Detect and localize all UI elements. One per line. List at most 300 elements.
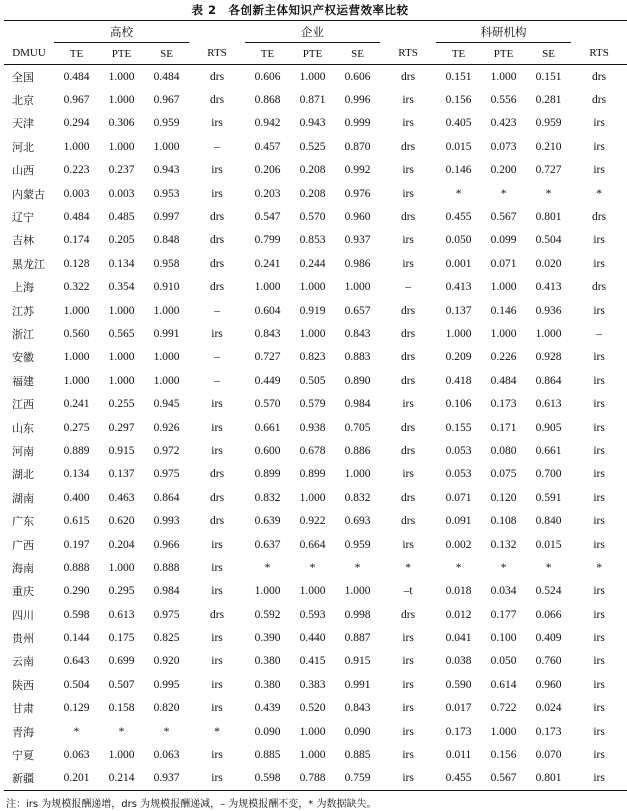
enterprise-te-cell: 0.241 [254, 257, 281, 270]
enterprise-pte-cell: 0.922 [299, 515, 326, 528]
university-te-cell: 0.643 [63, 655, 90, 668]
enterprise-se-cell: 0.883 [344, 351, 371, 364]
university-te-cell: 0.197 [63, 538, 90, 551]
university-te-cell: 0.400 [63, 491, 90, 504]
enterprise-se-cell: 0.705 [344, 421, 371, 434]
enterprise-rts-cell: irs [402, 234, 414, 247]
research-pte-cell: 0.614 [490, 678, 517, 691]
enterprise-se-cell: 0.937 [344, 234, 371, 247]
research-pte-cell: 0.567 [490, 211, 517, 224]
region-cell: 重庆 [12, 585, 34, 599]
enterprise-rts-cell: drs [401, 211, 416, 224]
enterprise-te-cell: 0.449 [254, 374, 281, 387]
region-cell: 云南 [12, 655, 34, 669]
university-se-cell: 0.484 [153, 70, 180, 83]
research-pte-cell: 1.000 [490, 327, 517, 340]
university-rts-cell: irs [211, 538, 223, 551]
enterprise-pte-cell: 0.525 [299, 140, 326, 153]
research-se-cell: 0.281 [535, 94, 562, 107]
research-pte-cell: 0.050 [490, 655, 517, 668]
university-pte-cell: 0.237 [108, 164, 135, 177]
enterprise-se-cell: 1.000 [344, 468, 371, 481]
column-header-rts: RTS [571, 43, 627, 65]
university-se-cell: 1.000 [153, 140, 180, 153]
enterprise-rts-cell: irs [402, 117, 414, 130]
university-rts-cell: drs [210, 94, 225, 107]
university-te-cell: 0.174 [63, 234, 90, 247]
enterprise-rts-cell: – [405, 281, 411, 294]
university-te-cell: 0.003 [63, 187, 90, 200]
university-te-cell: 0.134 [63, 468, 90, 481]
research-se-cell: 0.524 [535, 585, 562, 598]
university-te-cell: 0.889 [63, 444, 90, 457]
university-te-cell: 0.144 [63, 632, 90, 645]
table-row [4, 182, 627, 205]
research-rts-cell: irs [593, 585, 605, 598]
university-se-cell: 0.943 [153, 164, 180, 177]
region-cell: 湖南 [12, 491, 34, 505]
university-rts-cell: irs [211, 749, 223, 762]
region-cell: 广东 [12, 515, 34, 529]
university-pte-cell: 0.295 [108, 585, 135, 598]
university-te-cell: 0.967 [63, 94, 90, 107]
research-te-cell: 0.156 [445, 94, 472, 107]
column-header-dmu: DMUU [4, 43, 54, 65]
university-te-cell: 0.615 [63, 515, 90, 528]
enterprise-se-cell: 0.986 [344, 257, 371, 270]
group-header-research-institutes: 科研机构 [436, 21, 571, 43]
enterprise-se-cell: 0.984 [344, 398, 371, 411]
table-row [4, 533, 627, 556]
university-pte-cell: 0.003 [108, 187, 135, 200]
enterprise-se-cell: 0.991 [344, 678, 371, 691]
column-header-se: SE [335, 43, 380, 65]
research-rts-cell: * [596, 187, 602, 200]
enterprise-rts-cell: drs [401, 70, 416, 83]
research-rts-cell: irs [593, 164, 605, 177]
column-header-te: TE [245, 43, 290, 65]
table-row [4, 743, 627, 766]
table-row [4, 299, 627, 322]
research-rts-cell: irs [593, 725, 605, 738]
enterprise-se-cell: 0.959 [344, 538, 371, 551]
research-se-cell: 0.591 [535, 491, 562, 504]
enterprise-rts-cell: drs [401, 444, 416, 457]
research-se-cell: 0.960 [535, 678, 562, 691]
university-pte-cell: 0.354 [108, 281, 135, 294]
region-cell: 山东 [12, 421, 34, 435]
research-pte-cell: * [500, 561, 507, 574]
university-pte-cell: 0.306 [108, 117, 135, 130]
research-rts-cell: irs [593, 538, 605, 551]
university-pte-cell: 0.565 [108, 327, 135, 340]
university-se-cell: 0.910 [153, 281, 180, 294]
university-se-cell: 0.972 [153, 444, 180, 457]
research-te-cell: 0.173 [445, 725, 472, 738]
table-body [4, 65, 627, 791]
table-row [4, 416, 627, 439]
enterprise-rts-cell: drs [401, 140, 416, 153]
university-rts-cell: irs [211, 444, 223, 457]
research-rts-cell: irs [593, 655, 605, 668]
enterprise-te-cell: 0.457 [254, 140, 281, 153]
enterprise-te-cell: 0.604 [254, 304, 281, 317]
research-rts-cell: irs [593, 468, 605, 481]
research-pte-cell: 0.034 [490, 585, 517, 598]
research-te-cell: 0.413 [445, 281, 472, 294]
research-pte-cell: 0.423 [490, 117, 517, 130]
university-rts-cell: drs [210, 70, 225, 83]
university-rts-cell: irs [211, 585, 223, 598]
efficiency-table [4, 20, 627, 791]
university-pte-cell: 1.000 [108, 94, 135, 107]
research-se-cell: 0.936 [535, 304, 562, 317]
research-se-cell: 0.840 [535, 515, 562, 528]
research-se-cell: 0.015 [535, 538, 562, 551]
enterprise-te-cell: 0.606 [254, 70, 281, 83]
university-rts-cell: irs [211, 187, 223, 200]
research-te-cell: 0.106 [445, 398, 472, 411]
research-pte-cell: 1.000 [490, 725, 517, 738]
enterprise-pte-cell: 1.000 [299, 585, 326, 598]
university-se-cell: 1.000 [153, 351, 180, 364]
enterprise-rts-cell: irs [402, 257, 414, 270]
table-row [4, 205, 627, 228]
research-rts-cell: irs [593, 678, 605, 691]
table-row [4, 346, 627, 369]
enterprise-se-cell: 0.843 [344, 327, 371, 340]
group-header-gap [189, 21, 245, 43]
enterprise-rts-cell: * [405, 561, 411, 574]
enterprise-pte-cell: 0.505 [299, 374, 326, 387]
column-header-pte: PTE [99, 43, 144, 65]
enterprise-se-cell: 0.999 [344, 117, 371, 130]
university-te-cell: 0.201 [54, 767, 99, 791]
enterprise-pte-cell: 1.000 [299, 327, 326, 340]
group-header-universities: 高校 [54, 21, 189, 43]
research-se-cell: 0.864 [535, 374, 562, 387]
research-pte-cell: 0.156 [490, 749, 517, 762]
enterprise-pte-cell: 1.000 [299, 281, 326, 294]
research-te-cell: 0.053 [445, 468, 472, 481]
enterprise-te-cell: 0.899 [254, 468, 281, 481]
research-te-cell: 0.038 [445, 655, 472, 668]
enterprise-te-cell: 0.206 [254, 164, 281, 177]
research-se-cell: 0.066 [535, 608, 562, 621]
table-footnote: 注：irs 为规模报酬递增，drs 为规模报酬递减，– 为规模报酬不变，* 为数据缺失。 [6, 799, 377, 811]
university-pte-cell: 0.620 [108, 515, 135, 528]
enterprise-rts-cell: irs [402, 398, 414, 411]
research-te-cell: 0.590 [445, 678, 472, 691]
research-pte-cell: 0.071 [490, 257, 517, 270]
research-rts-cell: irs [593, 351, 605, 364]
research-se-cell: 0.801 [535, 211, 562, 224]
university-rts-cell: drs [210, 281, 225, 294]
university-se-cell: 0.966 [153, 538, 180, 551]
research-rts-cell: drs [592, 211, 607, 224]
table-row [4, 509, 627, 532]
university-pte-cell: 0.485 [108, 211, 135, 224]
university-te-cell: 1.000 [63, 304, 90, 317]
university-pte-cell: 0.214 [99, 767, 144, 791]
research-te-cell: 0.405 [445, 117, 472, 130]
enterprise-rts-cell: irs [402, 702, 414, 715]
enterprise-pte-cell: 0.208 [299, 187, 326, 200]
region-cell: 天津 [12, 117, 34, 131]
table-row [4, 276, 627, 299]
research-se-cell: 0.727 [535, 164, 562, 177]
university-te-cell: 0.290 [63, 585, 90, 598]
enterprise-pte-cell: 1.000 [299, 725, 326, 738]
enterprise-pte-cell: 0.208 [299, 164, 326, 177]
enterprise-te-cell: 0.868 [254, 94, 281, 107]
university-se-cell: 0.958 [153, 257, 180, 270]
enterprise-rts-cell: irs [402, 749, 414, 762]
enterprise-te-cell: * [264, 561, 271, 574]
enterprise-se-cell: 1.000 [344, 281, 371, 294]
research-pte-cell: 0.099 [490, 234, 517, 247]
region-cell: 江苏 [12, 304, 34, 318]
region-cell: 北京 [12, 94, 34, 108]
enterprise-rts-cell: irs [402, 468, 414, 481]
enterprise-se-cell: 0.832 [344, 491, 371, 504]
enterprise-te-cell: 0.843 [254, 327, 281, 340]
research-pte-cell: 0.722 [490, 702, 517, 715]
enterprise-rts-cell: drs [401, 608, 416, 621]
research-rts-cell: irs [593, 444, 605, 457]
university-rts-cell: irs [211, 164, 223, 177]
research-te-cell: 0.012 [445, 608, 472, 621]
research-te-cell: 0.011 [445, 749, 472, 762]
research-pte-cell: 0.100 [490, 632, 517, 645]
enterprise-se-cell: 0.885 [344, 749, 371, 762]
research-pte-cell: 0.132 [490, 538, 517, 551]
group-header-enterprises: 企业 [245, 21, 380, 43]
research-te-cell: 1.000 [445, 327, 472, 340]
research-pte-cell: 0.146 [490, 304, 517, 317]
research-te-cell: 0.050 [445, 234, 472, 247]
university-pte-cell: 0.137 [108, 468, 135, 481]
group-header-gap [571, 21, 627, 43]
enterprise-rts-cell: drs [401, 304, 416, 317]
region-cell: 湖北 [12, 468, 34, 482]
research-se-cell: 0.409 [535, 632, 562, 645]
research-te-cell: 0.209 [445, 351, 472, 364]
university-pte-cell: 0.134 [108, 257, 135, 270]
university-se-cell: 1.000 [153, 304, 180, 317]
research-rts-cell: irs [593, 374, 605, 387]
research-rts-cell: irs [593, 491, 605, 504]
research-se-cell: 0.928 [535, 351, 562, 364]
university-rts-cell: irs [211, 655, 223, 668]
enterprise-pte-cell: 0.853 [299, 234, 326, 247]
university-pte-cell: 1.000 [108, 374, 135, 387]
enterprise-te-cell: 0.799 [254, 234, 281, 247]
table-row [4, 486, 627, 509]
university-te-cell: * [73, 725, 80, 738]
research-rts-cell: irs [593, 515, 605, 528]
column-header-te: TE [436, 43, 481, 65]
column-header-rts: RTS [380, 43, 436, 65]
table-row [4, 603, 627, 626]
university-te-cell: 0.241 [63, 398, 90, 411]
university-se-cell: 0.063 [153, 749, 180, 762]
enterprise-te-cell: 1.000 [254, 585, 281, 598]
region-cell: 山西 [12, 164, 34, 178]
research-pte-cell: 0.171 [490, 421, 517, 434]
research-se-cell: 0.413 [535, 281, 562, 294]
enterprise-te-cell: 0.661 [254, 421, 281, 434]
table-row [4, 673, 627, 696]
university-se-cell: 1.000 [153, 374, 180, 387]
research-rts-cell: drs [592, 281, 607, 294]
enterprise-te-cell: 0.639 [254, 515, 281, 528]
enterprise-rts-cell: irs [380, 767, 436, 791]
enterprise-rts-cell: –t [403, 585, 413, 598]
university-pte-cell: 0.158 [108, 702, 135, 715]
research-se-cell: 0.760 [535, 655, 562, 668]
region-cell: 河北 [12, 140, 34, 154]
enterprise-se-cell: 0.890 [344, 374, 371, 387]
research-se-cell: 0.959 [535, 117, 562, 130]
research-rts-cell: – [596, 327, 602, 340]
table-row [4, 463, 627, 486]
university-rts-cell: drs [210, 211, 225, 224]
enterprise-se-cell: 0.992 [344, 164, 371, 177]
enterprise-pte-cell: 0.383 [299, 678, 326, 691]
enterprise-te-cell: 0.570 [254, 398, 281, 411]
enterprise-pte-cell: 1.000 [299, 491, 326, 504]
table-row [4, 580, 627, 603]
university-se-cell: 0.953 [153, 187, 180, 200]
research-te-cell: 0.041 [445, 632, 472, 645]
table-row [4, 88, 627, 111]
research-te-cell: 0.146 [445, 164, 472, 177]
university-se-cell: 0.888 [153, 561, 180, 574]
university-te-cell: 0.275 [63, 421, 90, 434]
enterprise-pte-cell: 0.593 [299, 608, 326, 621]
enterprise-rts-cell: irs [402, 187, 414, 200]
region-cell: 宁夏 [12, 749, 34, 763]
university-se-cell: * [163, 725, 170, 738]
university-pte-cell: 0.175 [108, 632, 135, 645]
enterprise-te-cell: 0.832 [254, 491, 281, 504]
enterprise-rts-cell: irs [402, 632, 414, 645]
enterprise-rts-cell: irs [402, 538, 414, 551]
enterprise-rts-cell: drs [401, 491, 416, 504]
enterprise-se-cell: 0.998 [344, 608, 371, 621]
research-se-cell: 0.700 [535, 468, 562, 481]
university-rts-cell: drs [210, 468, 225, 481]
enterprise-pte-cell: 0.678 [299, 444, 326, 457]
table-row [4, 556, 627, 579]
enterprise-rts-cell: drs [401, 515, 416, 528]
enterprise-pte-cell: 0.943 [299, 117, 326, 130]
university-pte-cell: 0.613 [108, 608, 135, 621]
university-pte-cell: 1.000 [108, 70, 135, 83]
column-header-se: SE [144, 43, 189, 65]
table-row [4, 626, 627, 649]
region-cell: 江西 [12, 398, 34, 412]
research-te-cell: 0.002 [445, 538, 472, 551]
enterprise-se-cell: 0.657 [344, 304, 371, 317]
enterprise-pte-cell: 0.788 [290, 767, 335, 791]
university-pte-cell: 0.255 [108, 398, 135, 411]
research-rts-cell: irs [593, 140, 605, 153]
table-row [4, 767, 627, 791]
university-se-cell: 0.995 [153, 678, 180, 691]
enterprise-se-cell: 0.887 [344, 632, 371, 645]
research-te-cell: 0.091 [445, 515, 472, 528]
table-row [4, 392, 627, 415]
enterprise-te-cell: 0.380 [254, 678, 281, 691]
table-row [4, 720, 627, 743]
enterprise-pte-cell: 0.415 [299, 655, 326, 668]
university-rts-cell: drs [210, 257, 225, 270]
research-te-cell: 0.455 [445, 211, 472, 224]
region-cell: 内蒙古 [12, 187, 45, 201]
university-pte-cell: 1.000 [108, 351, 135, 364]
enterprise-te-cell: 0.600 [254, 444, 281, 457]
university-te-cell: 0.223 [63, 164, 90, 177]
research-pte-cell: 0.120 [490, 491, 517, 504]
university-pte-cell: 1.000 [108, 561, 135, 574]
table-row [4, 369, 627, 392]
university-rts-cell: drs [210, 608, 225, 621]
region-cell: 河南 [12, 444, 34, 458]
group-header-spacer [4, 21, 54, 43]
university-rts-cell: irs [211, 702, 223, 715]
enterprise-pte-cell: 0.823 [299, 351, 326, 364]
region-cell: 黑龙江 [12, 257, 45, 271]
enterprise-rts-cell: irs [402, 678, 414, 691]
research-rts-cell: irs [593, 117, 605, 130]
enterprise-pte-cell: 0.579 [299, 398, 326, 411]
region-cell: 浙江 [12, 327, 34, 341]
table-row [4, 252, 627, 275]
enterprise-te-cell: 0.592 [254, 608, 281, 621]
enterprise-pte-cell: * [309, 561, 316, 574]
university-rts-cell: drs [210, 515, 225, 528]
university-se-cell: 0.825 [153, 632, 180, 645]
enterprise-se-cell: 0.915 [344, 655, 371, 668]
university-se-cell: 0.848 [153, 234, 180, 247]
research-rts-cell: irs [593, 304, 605, 317]
research-rts-cell: drs [592, 94, 607, 107]
enterprise-rts-cell: drs [401, 421, 416, 434]
research-se-cell: 1.000 [535, 327, 562, 340]
university-te-cell: 0.129 [63, 702, 90, 715]
university-rts-cell: irs [211, 632, 223, 645]
research-te-cell: 0.018 [445, 585, 472, 598]
enterprise-pte-cell: 0.919 [299, 304, 326, 317]
enterprise-te-cell: 0.547 [254, 211, 281, 224]
university-te-cell: 0.888 [63, 561, 90, 574]
table-caption: 表 2 各创新主体知识产权运营效率比较 [191, 3, 409, 17]
university-te-cell: 0.484 [63, 211, 90, 224]
table-row [4, 229, 627, 252]
enterprise-te-cell: 0.942 [254, 117, 281, 130]
research-te-cell: 0.455 [436, 767, 481, 791]
university-se-cell: 0.967 [153, 94, 180, 107]
table-row [4, 322, 627, 345]
university-rts-cell: irs [211, 421, 223, 434]
enterprise-pte-cell: 0.440 [299, 632, 326, 645]
region-cell: 吉林 [12, 234, 34, 248]
table-row [4, 439, 627, 462]
enterprise-pte-cell: 0.871 [299, 94, 326, 107]
university-rts-cell: – [214, 351, 220, 364]
